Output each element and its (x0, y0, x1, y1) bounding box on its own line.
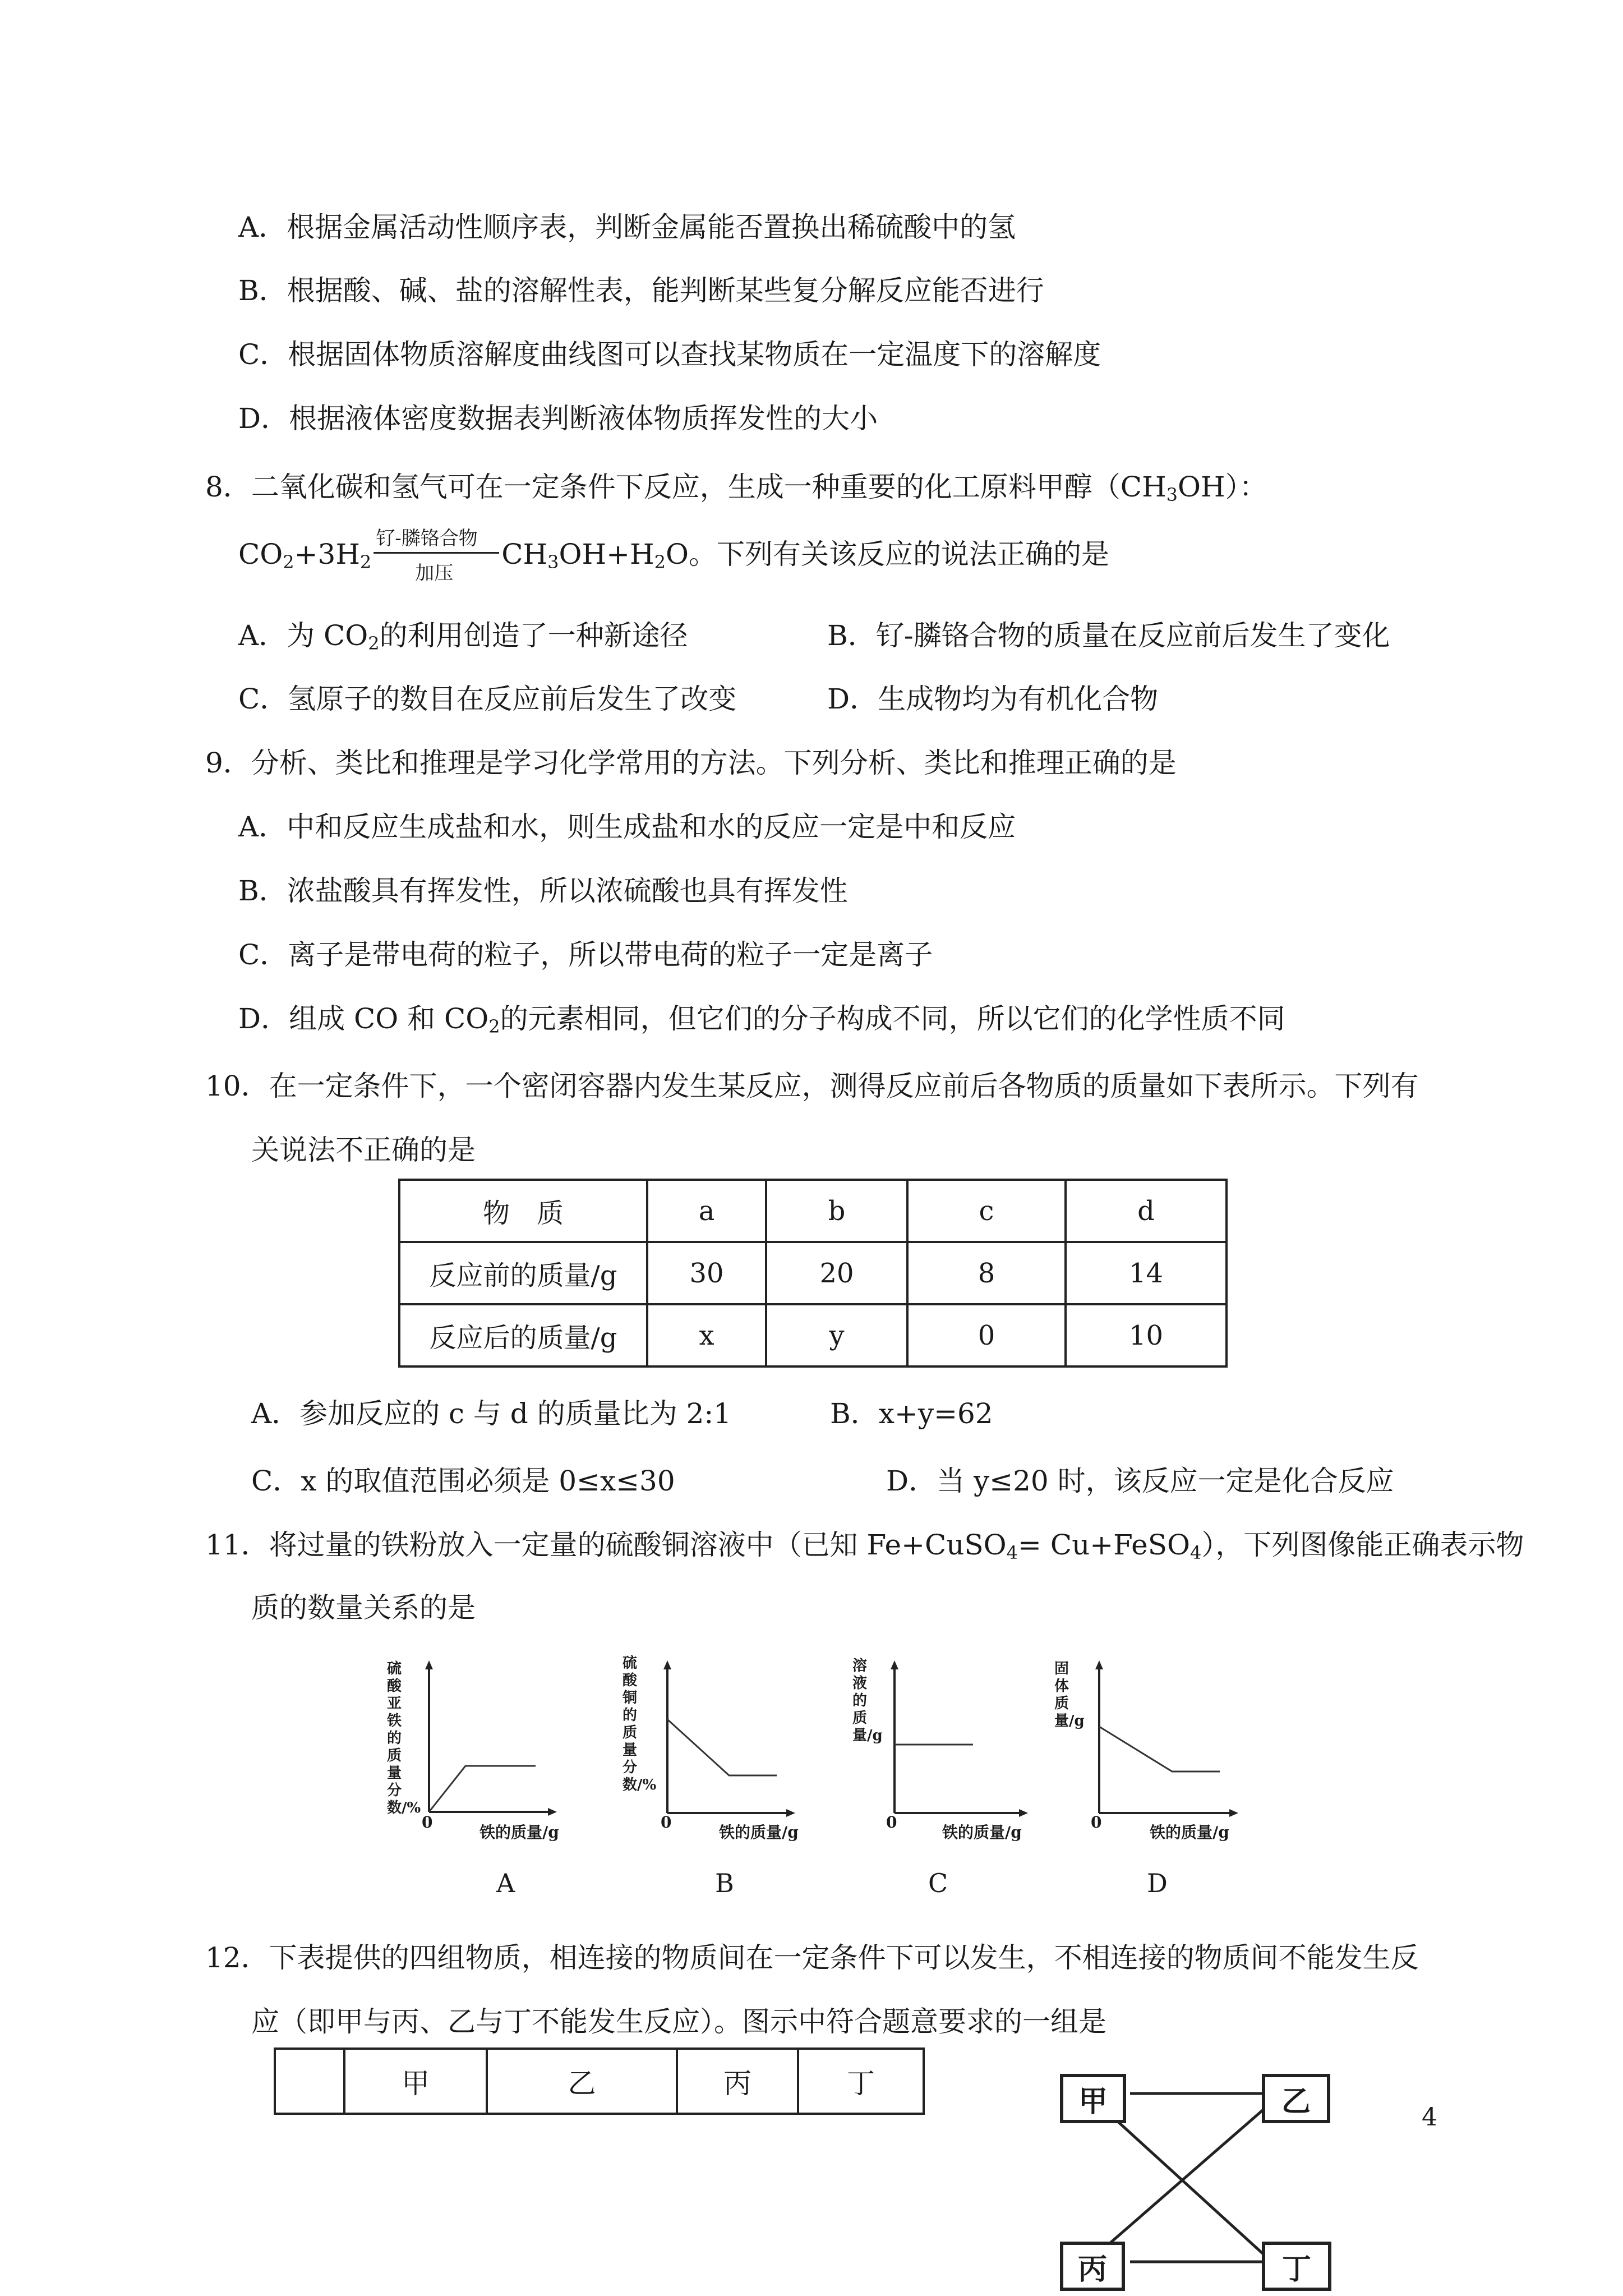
reaction-line (374, 552, 499, 554)
table-cell: 30 (647, 1242, 766, 1304)
table-cell: 物 质 (399, 1180, 647, 1242)
graph-b-origin: 0 (661, 1813, 672, 1832)
line-jia-ding (1110, 2115, 1267, 2258)
diagram-node-yi: 乙 (1262, 2074, 1330, 2123)
table-cell: a (647, 1180, 766, 1242)
graph-a-ylabel: 硫酸亚铁的质量分数/% (387, 1660, 421, 1816)
reaction-arrow (371, 527, 501, 585)
q11-stem-line2: 质的数量关系的是 (251, 1591, 476, 1624)
q7-option-b: B．根据酸、碱、盐的溶解性表，能判断某些复分解反应能否进行 (238, 274, 1044, 307)
table-cell: c (907, 1180, 1066, 1242)
graph-d-y-arrow (1095, 1660, 1103, 1669)
diagram-node-bing: 丙 (1060, 2242, 1125, 2291)
table-row (399, 1304, 1227, 1366)
graph-d-xlabel: 铁的质量/g (1150, 1823, 1229, 1842)
graph-c-x-arrow (1019, 1809, 1028, 1817)
table-cell: 8 (907, 1242, 1066, 1304)
page-number: 4 (1422, 2103, 1437, 2132)
graph-a-plot (412, 1660, 558, 1829)
q10-option-b: B．x+y=62 (830, 1397, 993, 1430)
graph-b-plot (651, 1660, 796, 1829)
q9-stem: 9．分析、类比和推理是学习化学常用的方法。下列分析、类比和推理正确的是 (205, 747, 1177, 779)
q7-option-d: D．根据液体密度数据表判断液体物质挥发性的大小 (238, 402, 878, 435)
graph-a-xlabel: 铁的质量/g (479, 1823, 559, 1842)
graph-b-x-arrow (786, 1809, 795, 1817)
table-cell: 20 (766, 1242, 907, 1304)
q10-option-c: C．x 的取值范围必须是 0≤x≤30 (251, 1465, 675, 1497)
reaction-catalyst: 钌-膦铬合物 (376, 527, 478, 550)
table-cell: 丁 (798, 2049, 924, 2114)
q9-option-a: A．中和反应生成盐和水，则生成盐和水的反应一定是中和反应 (238, 811, 1016, 843)
q10-mass-table (398, 1179, 1228, 1368)
q11-stem-line1: 11．将过量的铁粉放入一定量的硫酸铜溶液中（已知 Fe+CuSO$_4$= Cu+FeSO$_4$），下列图像能正确表示物 (205, 1529, 1524, 1563)
graph-a-y-arrow (425, 1660, 433, 1669)
table-cell: 乙 (487, 2049, 677, 2114)
graph-d-letter: D (1147, 1868, 1168, 1898)
table-cell: 0 (907, 1304, 1066, 1366)
graph-b-y-arrow (663, 1660, 671, 1669)
graph-c-xlabel: 铁的质量/g (942, 1823, 1022, 1842)
table-cell: 反应后的质量/g (399, 1304, 647, 1366)
graph-d-ylabel: 固体质量/g (1054, 1660, 1085, 1729)
q10-stem-line2: 关说法不正确的是 (251, 1134, 476, 1166)
line-bing-yi (1110, 2104, 1270, 2243)
graph-d-x-arrow (1229, 1809, 1238, 1817)
graph-d-curve (1099, 1727, 1220, 1772)
graph-b-letter: B (715, 1868, 734, 1898)
table-cell: 丙 (677, 2049, 798, 2114)
table-cell: 10 (1066, 1304, 1227, 1366)
graph-a-letter: A (496, 1868, 515, 1898)
graph-c-letter: C (928, 1868, 948, 1898)
q9-option-b: B．浓盐酸具有挥发性，所以浓硫酸也具有挥发性 (238, 875, 848, 907)
graph-b-ylabel: 硫酸铜的质量分数/% (623, 1655, 657, 1793)
q10-option-a: A．参加反应的 c 与 d 的质量比为 2:1 (251, 1397, 732, 1430)
graph-a-x-arrow (548, 1808, 557, 1816)
q10-option-d: D．当 y≤20 时，该反应一定是化合反应 (886, 1465, 1394, 1497)
diagram-node-jia: 甲 (1060, 2074, 1126, 2123)
table-cell: 反应前的质量/g (399, 1242, 647, 1304)
table-cell: b (766, 1180, 907, 1242)
q9-option-c: C．离子是带电荷的粒子，所以带电荷的粒子一定是离子 (238, 938, 933, 971)
q8-option-d: D．生成物均为有机化合物 (827, 683, 1159, 715)
q12-table (274, 2047, 925, 2115)
table-header-row (275, 2049, 924, 2114)
graph-a-origin: 0 (422, 1813, 433, 1832)
q12-stem-line1: 12．下表提供的四组物质，相连接的物质间在一定条件下可以发生，不相连接的物质间不能发生反 (205, 1941, 1419, 1974)
q12-stem-line2: 应（即甲与丙、乙与丁不能发生反应）。图示中符合题意要求的一组是 (251, 2005, 1106, 2038)
table-cell: 14 (1066, 1242, 1227, 1304)
graph-d-origin: 0 (1091, 1813, 1102, 1832)
table-cell: y (766, 1304, 907, 1366)
q8-option-c: C．氢原子的数目在反应前后发生了改变 (238, 683, 737, 715)
table-cell (275, 2049, 344, 2114)
q8-option-b: B．钌-膦铬合物的质量在反应前后发生了变化 (827, 619, 1390, 652)
q10-stem-line1: 10．在一定条件下，一个密闭容器内发生某反应，测得反应前后各物质的质量如下表所示。下列有 (205, 1070, 1419, 1102)
q8-stem: 8．二氧化碳和氢气可在一定条件下反应，生成一种重要的化工原料甲醇$(CH_3OH)$： (205, 471, 1267, 505)
q8-equation: $CO_2+3H_2$ 钌-膦铬合物 加压 $CH_3OH+H_2O$。下列有关该反应的说法正确的是 (238, 537, 1109, 571)
graph-c-origin: 0 (886, 1813, 897, 1832)
table-cell: d (1066, 1180, 1227, 1242)
graph-c-plot (878, 1660, 1029, 1829)
q7-option-a: A．根据金属活动性顺序表，判断金属能否置换出稀硫酸中的氢 (238, 211, 1016, 243)
table-cell: x (647, 1304, 766, 1366)
q8-option-a: A．为 $CO_2$的利用创造了一种新途径 (238, 619, 688, 654)
graph-d-plot (1082, 1660, 1239, 1829)
q7-option-c: C．根据固体物质溶解度曲线图可以查找某物质在一定温度下的溶解度 (238, 338, 1101, 371)
table-row (399, 1242, 1227, 1304)
graph-b-curve (667, 1719, 777, 1775)
graph-b-xlabel: 铁的质量/g (719, 1823, 799, 1842)
table-header-row (399, 1180, 1227, 1242)
graph-c-y-arrow (891, 1660, 898, 1669)
graph-a-curve (429, 1766, 536, 1812)
q9-option-d: D．组成 CO 和 $CO_2$的元素相同，但它们的分子构成不同，所以它们的化学性质不同 (238, 1002, 1285, 1037)
reaction-pressure: 加压 (415, 562, 454, 585)
graph-c-ylabel: 溶液的质量/g (852, 1658, 883, 1744)
diagram-node-ding: 丁 (1262, 2242, 1331, 2291)
table-cell: 甲 (344, 2049, 487, 2114)
